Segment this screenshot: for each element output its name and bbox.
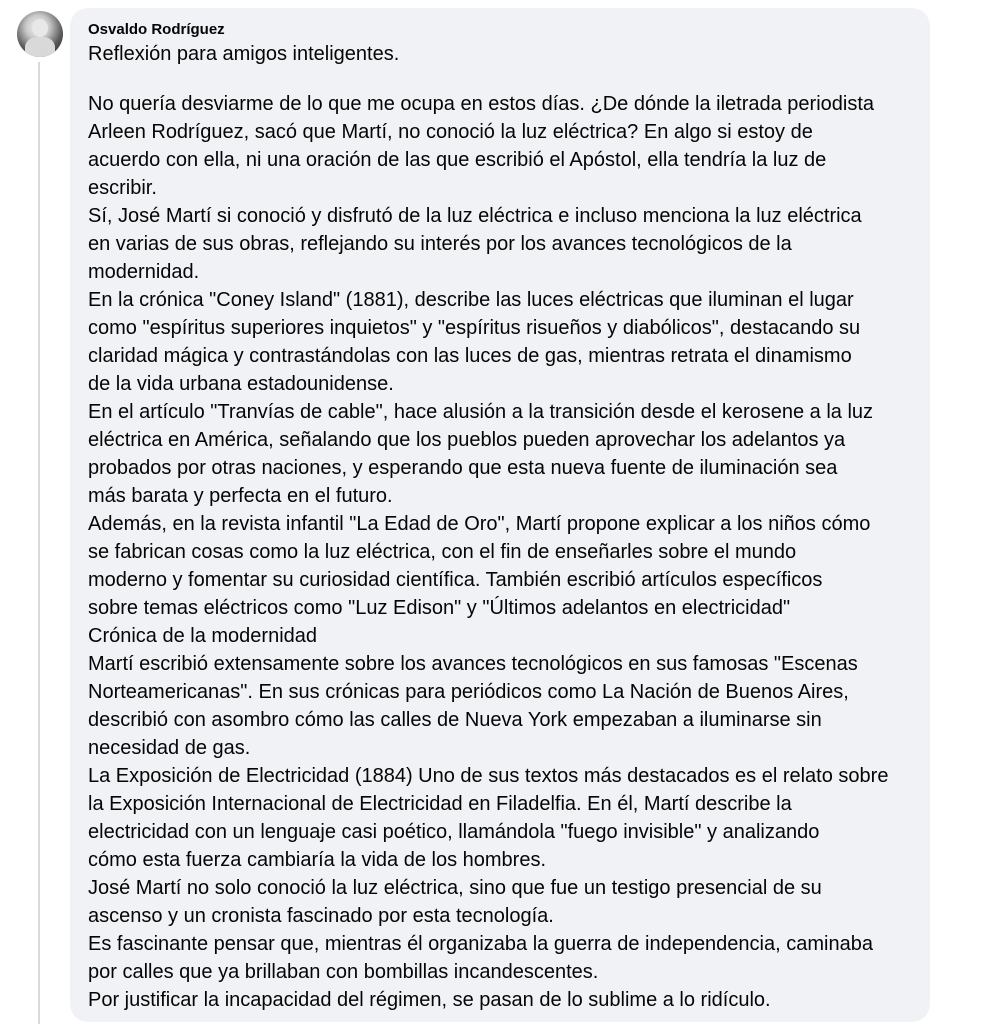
comment-bubble bbox=[70, 8, 930, 1022]
comment-text-line: se fabrican cosas como la luz eléctrica, con el fin de enseñarles sobre el mundo bbox=[88, 541, 797, 563]
comment-text-line: Por justificar la incapacidad del régimen, se pasan de lo sublime a lo ridículo. bbox=[88, 989, 771, 1011]
comment-text-line: Sí, José Martí si conoció y disfrutó de la luz eléctrica e incluso menciona la luz eléctrica bbox=[88, 205, 862, 227]
comment-text-line: de la vida urbana estadounidense. bbox=[88, 373, 394, 395]
comment-text-line: En el artículo "Tranvías de cable", hace alusión a la transición desde el kerosene a la luz bbox=[88, 401, 874, 423]
comment-text-line: Martí escribió extensamente sobre los avances tecnológicos en sus famosas "Escenas bbox=[88, 653, 858, 675]
avatar-body bbox=[25, 37, 55, 57]
comment-text-line: José Martí no solo conoció la luz eléctrica, sino que fue un testigo presencial de su bbox=[88, 877, 822, 899]
paragraph-spacer bbox=[88, 68, 912, 90]
comment-text-line: Arleen Rodríguez, sacó que Martí, no conoció la luz eléctrica? En algo si estoy de bbox=[88, 121, 813, 143]
comment-text-line: eléctrica en América, señalando que los pueblos pueden aprovechar los adelantos ya bbox=[88, 429, 846, 451]
comment-text-line: la Exposición Internacional de Electricidad en Filadelfia. En él, Martí describe la bbox=[88, 793, 792, 815]
comment-text-line: en varias de sus obras, reflejando su interés por los avances tecnológicos de la bbox=[88, 233, 792, 255]
comment-text-line: No quería desviarme de lo que me ocupa en estos días. ¿De dónde la iletrada periodista bbox=[88, 93, 875, 115]
comment-body bbox=[88, 90, 912, 1014]
comment-text-line: claridad mágica y contrastándolas con las luces de gas, mientras retrata el dinamismo bbox=[88, 345, 852, 367]
comment-text-line: necesidad de gas. bbox=[88, 737, 251, 759]
avatar[interactable] bbox=[17, 11, 63, 57]
comment-text-line: escribir. bbox=[88, 177, 157, 199]
comment-text-line: Además, en la revista infantil "La Edad de Oro", Martí propone explicar a los niños cómo bbox=[88, 513, 871, 535]
comment-text-line: modernidad. bbox=[88, 261, 200, 283]
comment-text-line: electricidad con un lenguaje casi poético, llamándola "fuego invisible" y analizando bbox=[88, 821, 820, 843]
comment-text-line: por calles que ya brillaban con bombillas incandescentes. bbox=[88, 961, 599, 983]
comment-intro: Reflexión para amigos inteligentes. bbox=[88, 43, 400, 65]
comment-text-line: moderno y fomentar su curiosidad científica. También escribió artículos específicos bbox=[88, 569, 823, 591]
comment-text-line: Norteamericanas". En sus crónicas para periódicos como La Nación de Buenos Aires, bbox=[88, 681, 849, 703]
comment-author[interactable]: Osvaldo Rodríguez bbox=[88, 21, 225, 38]
comment-text-line: La Exposición de Electricidad (1884) Uno de sus textos más destacados es el relato sobre bbox=[88, 765, 889, 787]
comment-text-line: Crónica de la modernidad bbox=[88, 625, 318, 647]
comment-text-line: En la crónica "Coney Island" (1881), describe las luces eléctricas que iluminan el lugar bbox=[88, 289, 854, 311]
comment-text-line: describió con asombro cómo las calles de Nueva York empezaban a iluminarse sin bbox=[88, 709, 822, 731]
thread-connector-line bbox=[38, 62, 40, 1024]
comment-text-line: sobre temas eléctricos como "Luz Edison" y "Últimos adelantos en electricidad" bbox=[88, 597, 791, 619]
comment-text-line: más barata y perfecta en el futuro. bbox=[88, 485, 393, 507]
comment-text-line: cómo esta fuerza cambiaría la vida de los hombres. bbox=[88, 849, 546, 871]
comment-text-line: acuerdo con ella, ni una oración de las que escribió el Apóstol, ella tendría la luz de bbox=[88, 149, 827, 171]
comment-text-line: probados por otras naciones, y esperando que esta nueva fuente de iluminación sea bbox=[88, 457, 838, 479]
avatar-face bbox=[32, 19, 48, 37]
comment-text-line: como "espíritus superiores inquietos" y "espíritus risueños y diabólicos", destacando su bbox=[88, 317, 861, 339]
comment-text-line: Es fascinante pensar que, mientras él organizaba la guerra de independencia, caminaba bbox=[88, 933, 873, 955]
comment-text-line: ascenso y un cronista fascinado por esta tecnología. bbox=[88, 905, 554, 927]
